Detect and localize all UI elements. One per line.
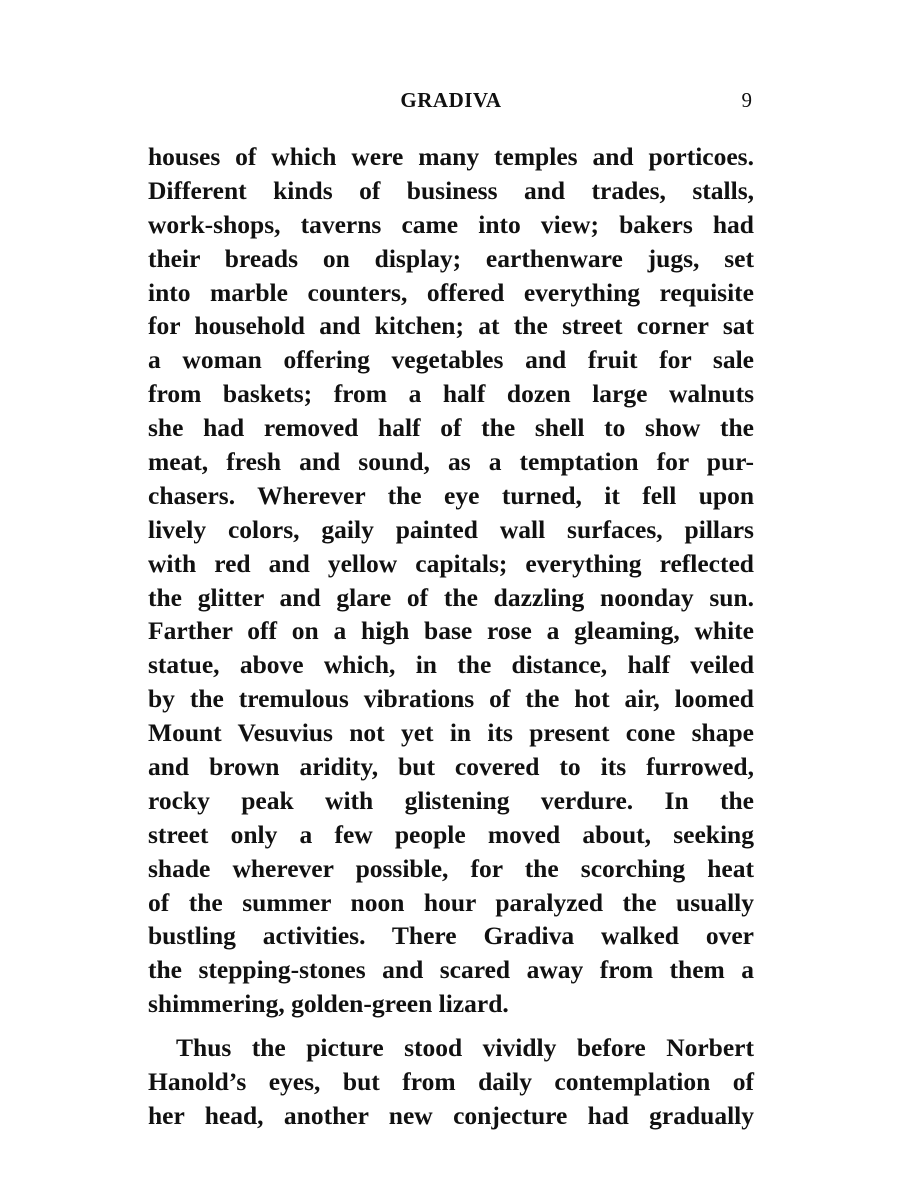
text-line: her head, another new conjecture had gradually <box>148 1100 754 1130</box>
paragraph-1 <box>148 140 754 1021</box>
paragraph-gap <box>148 1021 754 1031</box>
text-line: the stepping-stones and scared away from them a <box>148 955 754 985</box>
text-line: their breads on display; earthenware jugs, set <box>148 243 754 273</box>
text-line: she had removed half of the shell to show the <box>148 413 754 443</box>
text-line: Different kinds of business and trades, stalls, <box>148 175 754 205</box>
text-line: meat, fresh and sound, as a temptation for pur- <box>148 447 754 477</box>
text-line: houses of which were many temples and porticoes. <box>148 142 754 171</box>
text-line: work-shops, taverns came into view; bakers had <box>148 209 754 239</box>
text-line: with red and yellow capitals; everything reflected <box>148 548 754 578</box>
text-line: Farther off on a high base rose a gleaming, white <box>148 616 754 646</box>
text-line: of the summer noon hour paralyzed the usually <box>148 887 754 917</box>
text-line: shimmering, golden-green lizard. <box>148 989 509 1019</box>
text-line: chasers. Wherever the eye turned, it fell upon <box>148 480 754 510</box>
text-line: Hanold’s eyes, but from daily contemplation of <box>148 1067 754 1097</box>
running-title: GRADIVA <box>400 88 502 112</box>
text-line: a woman offering vegetables and fruit for sale <box>148 345 754 375</box>
text-line: the glitter and glare of the dazzling noonday sun. <box>148 582 754 612</box>
running-head <box>148 88 754 118</box>
text-line: lively colors, gaily painted wall surfaces, pillars <box>148 514 754 544</box>
text-line: and brown aridity, but covered to its furrowed, <box>148 752 754 782</box>
text-line: into marble counters, offered everything requisite <box>148 277 754 307</box>
text-line: street only a few people moved about, seeking <box>148 819 754 849</box>
text-line: rocky peak with glistening verdure. In the <box>148 785 754 815</box>
text-line: shade wherever possible, for the scorching heat <box>148 853 754 883</box>
text-line: from baskets; from a half dozen large walnuts <box>148 379 754 409</box>
paragraph-2 <box>148 1031 754 1133</box>
text-line: bustling activities. There Gradiva walked over <box>148 921 754 951</box>
text-line: statue, above which, in the distance, half veiled <box>148 650 754 680</box>
text-line: Thus the picture stood vividly before Norbert <box>176 1033 754 1063</box>
text-line: by the tremulous vibrations of the hot air, loomed <box>148 684 754 714</box>
page-number: 9 <box>741 88 752 112</box>
text-line: for household and kitchen; at the street corner sat <box>148 311 754 341</box>
text-line: Mount Vesuvius not yet in its present cone shape <box>148 718 754 748</box>
body-text <box>148 140 754 1133</box>
